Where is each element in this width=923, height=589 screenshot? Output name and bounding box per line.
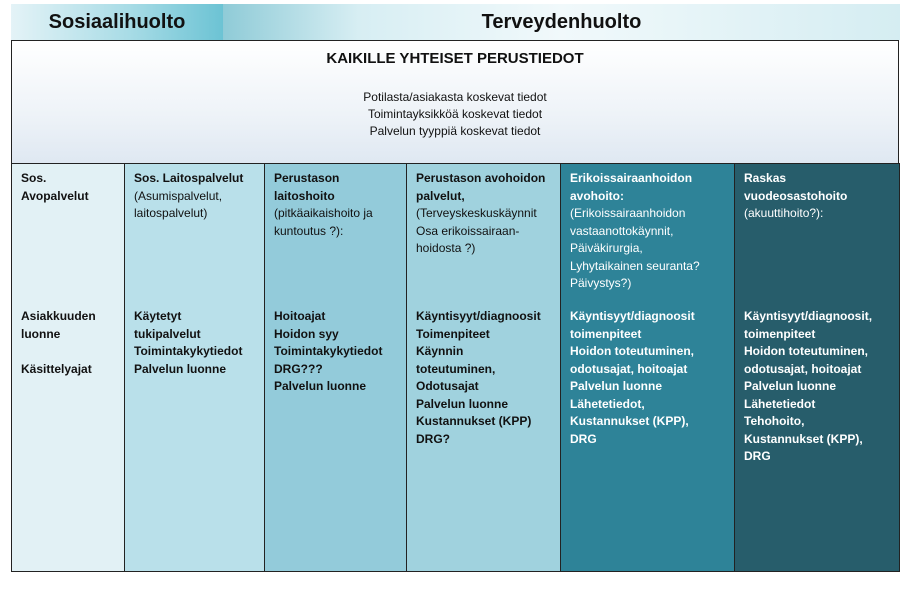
column-item: Käyntisyyt/diagnoosit [570, 309, 695, 323]
header-terveydenhuolto: Terveydenhuolto [223, 4, 900, 40]
column-item: toimenpiteet [744, 326, 816, 341]
column-item: Palvelun luonne [274, 379, 367, 393]
column-title-line: Raskas [744, 171, 787, 185]
column-title-line: Erikoissairaanhoidon [570, 171, 693, 185]
column-item: odotusajat, hoitoajat [570, 361, 688, 376]
column-item: odotusajat, hoitoajat [744, 361, 862, 376]
column-subtitle [416, 205, 552, 258]
column-title [134, 170, 256, 188]
column-title-line: avohoito: [570, 188, 624, 203]
column-head [416, 170, 552, 308]
column-item: Toimenpiteet [416, 326, 490, 341]
column-raskas-vuodeosastohoito [734, 163, 900, 572]
column-subtitle-line: (akuuttihoito?): [744, 206, 824, 220]
column-title-line: Sos. Avopalvelut [21, 171, 89, 203]
header-sosiaalihuolto: Sosiaalihuolto [11, 4, 223, 40]
column-item: Kustannukset (KPP), [744, 431, 863, 446]
column-item: Hoidon toteutuminen, [570, 344, 694, 358]
common-basics-box [11, 40, 899, 164]
column-subtitle-line: vastaanottokäynnit, [570, 223, 674, 238]
column-items [21, 308, 116, 378]
common-basics-title: KAIKILLE YHTEISET PERUSTIEDOT [326, 50, 584, 67]
column-title-line: palvelut, [416, 188, 465, 203]
column-subtitle [570, 205, 726, 293]
column-item: Tehohoito, [744, 414, 805, 428]
column-item: Käytetyt [134, 309, 182, 323]
column-subtitle [274, 205, 398, 240]
column-title-line: laitoshoito [274, 188, 335, 203]
column-item: Palvelun luonne [134, 361, 227, 376]
column-subtitle-line: kuntoutus ?): [274, 223, 344, 238]
column-item: Toimintakykytiedot [134, 344, 243, 358]
column-subtitle-line: (pitkäaikaishoito ja [274, 206, 373, 220]
column-item: Odotusajat [416, 379, 479, 393]
column-item: DRG??? [274, 361, 323, 376]
column-title-line: Sos. Laitospalvelut [134, 171, 244, 185]
column-item: Käyntisyyt/diagnoosit, [744, 309, 873, 323]
column-perustason-avohoito [406, 163, 560, 572]
column-item: Käsittelyajat [21, 361, 92, 376]
column-item: Asiakkuuden [21, 309, 96, 323]
column-sos-avopalvelut [11, 163, 124, 572]
column-subtitle-line: hoidosta ?) [416, 241, 476, 255]
column-subtitle-line: laitospalvelut) [134, 206, 208, 220]
column-item: Toimintakykytiedot [274, 344, 383, 358]
column-items [744, 308, 891, 466]
column-item: Hoidon toteutuminen, [744, 344, 868, 358]
column-item: Käyntisyyt/diagnoosit [416, 309, 541, 323]
column-item: toimenpiteet [570, 326, 642, 341]
column-subtitle [134, 188, 256, 223]
column-subtitle-line: Päivystys?) [570, 276, 632, 290]
column-subtitle [744, 205, 891, 223]
column-perustason-laitoshoito [264, 163, 406, 572]
column-items [134, 308, 256, 378]
column-title [416, 170, 552, 205]
column-items [570, 308, 726, 448]
column-item: Palvelun luonne [744, 379, 837, 393]
column-item: Kustannukset (KPP) [416, 414, 532, 428]
column-item: DRG? [416, 431, 450, 446]
common-line: Toimintayksikköä koskevat tiedot [367, 107, 543, 121]
column-item: Käynnin [416, 344, 464, 358]
column-subtitle-line: (Terveyskeskuskäynnit [416, 206, 537, 220]
column-title-line: Perustason avohoidon [416, 171, 546, 185]
column-item: tukipalvelut [134, 326, 201, 341]
column-title-line: vuodeosastohoito [744, 188, 848, 203]
common-line: Palvelun tyyppiä koskevat tiedot [369, 124, 541, 138]
column-item: Lähetetiedot [744, 396, 816, 411]
column-item: luonne [21, 326, 61, 341]
column-title-line: Perustason [274, 171, 340, 185]
column-head [274, 170, 398, 308]
column-items [416, 308, 552, 448]
column-items [274, 308, 398, 396]
column-item: Palvelun luonne [570, 379, 663, 393]
column-erikoissairaanhoito-avohoito [560, 163, 734, 572]
column-title [274, 170, 398, 205]
column-title [570, 170, 726, 205]
column-item: Hoidon syy [274, 326, 339, 341]
column-item: DRG [744, 449, 771, 463]
column-item: Palvelun luonne [416, 396, 509, 411]
column-title [744, 170, 891, 205]
column-head [21, 170, 116, 308]
column-head [570, 170, 726, 308]
column-head [744, 170, 891, 308]
common-basics-lines [12, 89, 898, 140]
column-item [21, 343, 116, 361]
column-item: Kustannukset (KPP), [570, 414, 689, 428]
common-line: Potilasta/asiakasta koskevat tiedot [363, 90, 547, 104]
column-subtitle-line: Osa erikoissairaan- [416, 223, 520, 238]
column-item: Hoitoajat [274, 309, 326, 323]
column-subtitle-line: Päiväkirurgia, [570, 241, 643, 255]
column-title [21, 170, 116, 205]
column-item: Lähetetiedot, [570, 396, 645, 411]
column-head [134, 170, 256, 308]
column-sos-laitospalvelut [124, 163, 264, 572]
column-subtitle-line: (Erikoissairaanhoidon [570, 206, 686, 220]
column-subtitle-line: (Asumispalvelut, [134, 188, 223, 203]
column-item: DRG [570, 431, 597, 446]
column-subtitle-line: Lyhytaikainen seuranta? [570, 258, 700, 273]
column-item: toteutuminen, [416, 361, 496, 376]
